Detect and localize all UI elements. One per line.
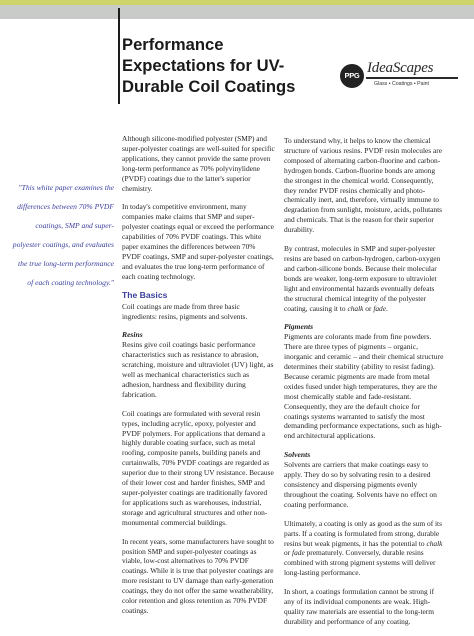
fade-term: fade [373, 303, 387, 313]
summary-paragraph [284, 519, 444, 578]
contrast-text-start: By contrast, molecules in SMP and super-polyester resins are based on carbon-hydrogen, carbon-oxygen and carbon-silicone bonds. Because their molecular bonds are weaker, long-term exposure to ultraviolet light and environmental hazards eventually defeats the structural chemical integrity of the polyester coating, causing it to [284, 244, 441, 313]
subheading-resins: Resins [122, 330, 143, 340]
ppg-mark-icon: PPG [340, 64, 364, 88]
resins-paragraph-3: In recent years, some manufacturers have sought to position SMP and super-polyester coatings as viable, low-cost alternatives to 70% PVDF coatings. While it is true that polyester coatings are more resistant to UV damage than early-generation coatings, they do not offer the same weatherability, color retention and gloss retention as 70% PVDF coatings. [122, 536, 274, 615]
page-title: Performance Expectations for UV-Durable Coil Coatings [122, 35, 296, 96]
title-rule [118, 8, 120, 104]
contrast-text-or: or [363, 303, 374, 313]
summary-text-end: prematurely. Conversely, durable resins combined with strong pigment systems will deliver long-lasting performance. [284, 548, 436, 578]
basics-paragraph: Coil coatings are made from three basic ingredients: resins, pigments and solvents. [122, 301, 248, 321]
right-column [284, 136, 444, 636]
brand-underline [366, 77, 458, 79]
left-column [122, 134, 275, 625]
intro-paragraph-2: In today's competitive environment, many companies make claims that SMP and super-polyester coatings equal or exceed the performance capabilities of 70% PVDF coatings. This white paper examines the differences between 70% PVDF coatings, SMP and super-polyester coatings, and evaluates the true long-term performance of each coating technology. [122, 202, 274, 281]
top-banner [0, 0, 474, 24]
contrast-paragraph [284, 244, 444, 313]
conclusion-paragraph: In short, a coatings formulation cannot be strong if any of its individual components are weak. High-quality raw materials are essential to the long-term durability and performance of any coating. [284, 587, 435, 626]
fade-term: fade [292, 548, 305, 558]
chalk-term: chalk [347, 303, 364, 313]
pigments-paragraph: Pigments are colorants made from fine powders. There are three types of pigments – organic, inorganic and ceramic – and their chemical structure determines their stability (ability to resist fading). Because ceramic pigments are made from metal oxides fused under high temperatures, they are the most chemically stable and fade-resistant. Consequently, they are the default choice for coatings systems warranted to satisfy the most demanding performance expectations, such as high-end architectural applications. [284, 332, 444, 441]
ppg-ideascapes-logo [340, 62, 460, 92]
chemistry-paragraph: To understand why, it helps to know the chemical structure of various resins. PVDF resin molecules are composed of alternating carbon-fluorine and carbon-hydrogen bonds. Carbon-fluorine bonds are among the strongest in the chemical world. Consequently, they render PVDF resins chemically and photo-chemically inert, and, therefore, virtually immune to degradation from sunlight, moisture, acids, pollutants and chemicals. That is the reason for their superior durability. [284, 136, 443, 235]
resins-paragraph-2: Coil coatings are formulated with several resin types, including acrylic, epoxy, polyester and PVDF polymers. For applications that demand a highly durable coating surface, such as metal roofing, composite panels, building panels and curtainwalls, 70% PVDF coatings are regarded as superior due to their strong UV resistance. Because of their lower cost and harder finishes, SMP and super-polyester coatings are traditionally favored for applications such as warehouses, industrial, storage and agricultural structures and other non-monumental commercial buildings. [122, 408, 274, 527]
section-heading-basics: The Basics [122, 289, 168, 300]
intro-paragraph-1: Although silicone-modified polyester (SMP) and super-polyester coatings are well-suited for specific applications, they cannot provide the same proven long-term performance as 70% polyvinylidene (PVDF) coatings due to the latter's superior chemistry. [122, 134, 275, 193]
pull-quote: "This white paper examines the differences between 70% PVDF coatings, SMP and super-polyester coatings, and evaluates the true long-term performance of each coating technology." [12, 183, 114, 287]
summary-text-or: or [284, 548, 293, 558]
subheading-solvents: Solvents [284, 450, 311, 460]
chalk-term: chalk [426, 538, 443, 548]
brand-tagline: Glass • Coatings • Paint [374, 81, 429, 87]
contrast-text-end: . [386, 303, 388, 313]
subheading-pigments: Pigments [284, 322, 314, 332]
brand-name: IdeaScapes [367, 60, 434, 76]
resins-paragraph-1: Resins give coil coatings basic performance characteristics such as resistance to abrasion, scratching, moisture and ultraviolet (UV) light, as well as mechanical characteristics such as adhesion, hardness and flexibility during fabrication. [122, 340, 274, 399]
summary-text-start: Ultimately, a coating is only as good as the sum of its parts. If a coating is formulated from strong, durable resins but weak pigments, it has the potential to [284, 518, 442, 548]
solvents-paragraph: Solvents are carriers that make coatings easy to apply. They do so by solvating resin to a desired consistency and dispersing pigments evenly throughout the coating. Solvents have no effect on coating performance. [284, 460, 437, 509]
top-gray-bar [0, 5, 474, 19]
